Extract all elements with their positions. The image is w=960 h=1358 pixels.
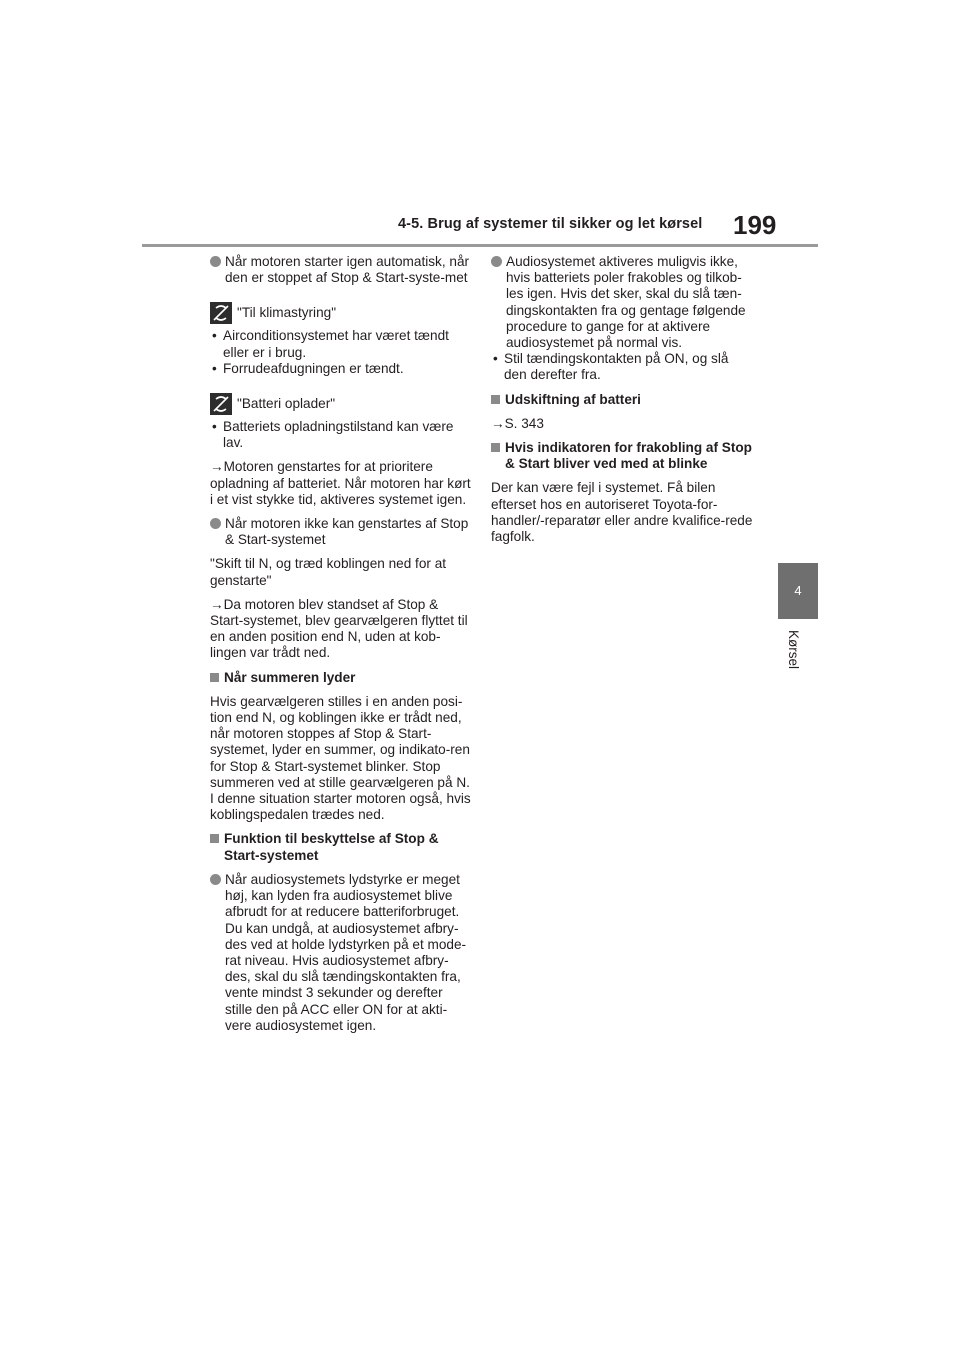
dash-group <box>210 328 472 377</box>
chapter-tab: 4 <box>778 563 818 619</box>
dash-mark: • <box>493 351 498 367</box>
dash-item <box>210 419 472 451</box>
section-heading <box>491 392 753 408</box>
message-quote: "Skift til N, og træd koblingen ned for at genstarte" <box>210 556 447 588</box>
bullet-item <box>210 254 472 286</box>
warning-indicator-icon <box>210 302 232 324</box>
dash-text: Airconditionsystemet har været tændt eller er i brug. <box>223 328 449 360</box>
header-rule <box>142 244 818 247</box>
bullet-item <box>491 254 753 351</box>
section-heading <box>210 670 472 686</box>
bullet-dot-icon <box>210 518 221 529</box>
arrow-paragraph <box>210 597 472 662</box>
indicator-label: "Til klimastyring" <box>237 305 337 321</box>
body-paragraph: Der kan være fejl i systemet. Få bilen efterset hos en autoriseret Toyota-for-handler/-reparatør eller andre kvalifice-rede fagfolk. <box>491 480 753 545</box>
left-column <box>210 254 472 1042</box>
dash-group <box>210 419 472 451</box>
heading-text: Udskiftning af batteri <box>505 391 641 407</box>
dash-mark: • <box>212 419 217 435</box>
reference-text: S. 343 <box>504 415 544 431</box>
dash-text: Stil tændingskontakten på ON, og slå den derefter fra. <box>504 351 729 383</box>
dash-mark: • <box>212 360 217 376</box>
section-title: 4-5. Brug af systemer til sikker og let kørsel <box>398 216 703 232</box>
square-bullet-icon <box>491 395 500 404</box>
page-number: 199 <box>733 210 777 240</box>
heading-text: Funktion til beskyttelse af Stop & Start-systemet <box>224 831 439 863</box>
square-bullet-icon <box>491 443 500 452</box>
square-bullet-icon <box>210 834 219 843</box>
reference-line <box>491 416 753 432</box>
arrow-text: Da motoren blev standset af Stop & Start-systemet, blev gearvælgeren flyttet til en anden position end N, uden at kob-lingen var trådt ned. <box>210 596 468 661</box>
arrow-icon: → <box>210 596 224 612</box>
arrow-text: Motoren genstartes for at prioritere opladning af batteriet. Når motoren har kørt i et vist stykke tid, aktiveres systemet igen. <box>210 459 471 507</box>
dash-mark: • <box>212 328 217 344</box>
heading-text: Når summeren lyder <box>224 669 356 685</box>
section-heading <box>491 440 753 472</box>
heading-text: Hvis indikatoren for frakobling af Stop & Start bliver ved med at blinke <box>505 440 752 472</box>
bullet-text: Når audiosystemets lydstyrke er meget høj, kan lyden fra audiosystemet blive afbrudt for at reducere batteriforbruget. Du kan undgå, at audiosystemet afbry-des ved at holde lydstyrken på et mode-rat niveau. Hvis audiosystemet afbry-des, skal du slå tændingskontakten fra, vente mindst 3 sekunder og derefter stille den på ACC eller ON for at akti-vere audiosystemet igen. <box>225 871 467 1033</box>
dash-item <box>491 351 753 383</box>
dash-item <box>210 328 472 360</box>
indicator-label: "Batteri oplader" <box>237 395 336 411</box>
right-column <box>491 254 753 553</box>
bullet-item <box>210 872 472 1034</box>
arrow-paragraph <box>210 459 472 508</box>
dash-text: Batteriets opladningstilstand kan være lav. <box>223 419 454 451</box>
indicator-row <box>210 393 472 415</box>
section-heading <box>210 831 472 863</box>
bullet-dot-icon <box>210 256 221 267</box>
square-bullet-icon <box>210 673 219 682</box>
arrow-icon: → <box>210 459 224 475</box>
indicator-row <box>210 302 472 324</box>
bullet-item <box>210 516 472 548</box>
bullet-text: Når motoren starter igen automatisk, når den er stoppet af Stop & Start-syste-met <box>225 254 470 286</box>
bullet-text: Audiosystemet aktiveres muligvis ikke, hvis batteriets poler frakobles og tilkob-les igen. Hvis det sker, skal du slå tæn-dingskontakten fra og gentage følgende procedure to gange for at aktivere audiosystemet på normal vis. <box>506 254 746 351</box>
dash-item <box>210 361 472 377</box>
bullet-dot-icon <box>491 256 502 267</box>
dash-group <box>491 351 753 383</box>
dash-text: Forrudeafdugningen er tændt. <box>223 360 404 376</box>
arrow-icon: → <box>491 415 505 431</box>
warning-indicator-icon <box>210 393 232 415</box>
body-paragraph: Hvis gearvælgeren stilles i en anden posi-tion end N, og koblingen ikke er trådt ned, når motoren stoppes af Stop & Start-systemet, lyder en summer, og indikato-ren for Stop & Start-systemet blinker. Stop summeren ved at stille gearvælgeren på N. I denne situation starter motoren også, hvis koblingspedalen trædes ned. <box>210 693 471 823</box>
bullet-text: Når motoren ikke kan genstartes af Stop & Start-systemet <box>225 516 469 548</box>
chapter-label: Kørsel <box>786 630 801 670</box>
bullet-dot-icon <box>210 874 221 885</box>
